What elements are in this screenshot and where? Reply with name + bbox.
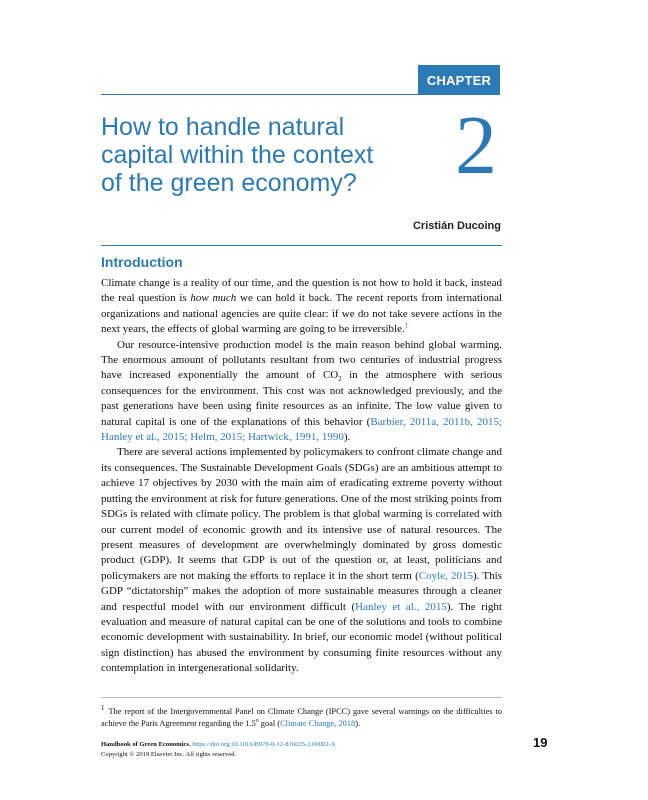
- footnote-ref[interactable]: 1: [404, 321, 409, 330]
- chapter-label: CHAPTER: [418, 65, 500, 95]
- chapter-title-line: of the green economy?: [101, 169, 357, 197]
- footnote: $^1$ The report of the Intergovernmental Panel on Climate Change (IPCC) gave several warnings on the difficulties to achieve the Paris Agreement regarding the 1.5$^o$ goal (Climate Change, 2018).: [101, 704, 502, 728]
- book-title: Handbook of Green Economics.: [101, 741, 191, 748]
- citation-link[interactable]: Climate Change, 2018: [280, 719, 356, 728]
- author-name: Cristián Ducoing: [412, 220, 501, 232]
- chapter-title-line: How to handle natural: [101, 113, 345, 141]
- citation-link[interactable]: Coyle, 2015: [418, 569, 473, 582]
- chapter-title: [101, 113, 421, 197]
- page-footer: [101, 740, 401, 760]
- footnote-rule: [101, 697, 502, 698]
- paragraph: Our resource-intensive production model is the main reason behind global warming. The enormous amount of pollutants resultant from two centuries of industrial progress have increased exponentially the amount of $CO_2$ in the atmosphere with serious consequences for the environment. This cost was not acknowledged previously, and the past generations have been using finite resources as an infinite. The low value given to natural capital is one of the explanations of this behavior (Barbier, 2011a, 2011b, 2015; Hanley et al., 2015; Helm, 2015; Hartwick, 1991, 1990).: [101, 338, 502, 444]
- citation-link[interactable]: Barbier, 2011a, 2011b, 2015; Hanley et al., 2015; Helm, 2015; Hartwick, 1991, 1990: [101, 415, 502, 444]
- page-number: 19: [533, 735, 548, 750]
- chapter-title-line: capital within the context: [101, 141, 374, 169]
- chapter-rule: [101, 94, 419, 95]
- citation-link[interactable]: Hanley et al., 2015: [355, 600, 447, 613]
- paragraph: There are several actions implemented by policymakers to confront climate change and its consequences. The Sustainable Development Goals (SDGs) are an ambitious attempt to achieve 17 objectives by 2030 with the main aim of eradicating extreme poverty without putting the environment at risk for future generations. One of the most striking points from SDGs is related with climate policy. The problem is that global warming is correlated with our current model of economic growth and its intensive use of natural resources. The present measures of development are overwhelmingly dominated by gross domestic product (GDP). It seems that GDP is out of the question or, at least, politicians and policymakers are not making the efforts to replace it in the short term (Coyle, 2015). This GDP “dictatorship” makes the adoption of more sustainable measures through a cleaner and respectful model with our environment difficult (Hanley et al., 2015). The right evaluation and measure of natural capital can be one of the solutions and tools to combine economic development with sustainability. In brief, our economic model (without political sign distinction) has abused the environment by consuming finite resources without any contemplation in intergenerational solidarity.: [101, 446, 502, 675]
- paragraph: Climate change is a reality of our time, and the question is not how to hold it back, instead the real question is how much we can hold it back. The recent reports from international organizations and national agencies are quite clear: if we do not take severe actions in the next years, the effects of global warming are going to be irreversible.$^1$: [101, 277, 503, 336]
- chapter-number: 2: [455, 99, 497, 192]
- copyright: Copyright © 2019 Elsevier Inc. All rights reserved.: [101, 751, 237, 758]
- section-heading: Introduction: [101, 254, 183, 270]
- footnote-mark: 1: [101, 704, 105, 713]
- section-rule: [101, 245, 502, 246]
- doi-link[interactable]: https://doi.org/10.1016/B978-0-12-816635-2.00002-X: [192, 741, 336, 748]
- body-text: [101, 276, 502, 677]
